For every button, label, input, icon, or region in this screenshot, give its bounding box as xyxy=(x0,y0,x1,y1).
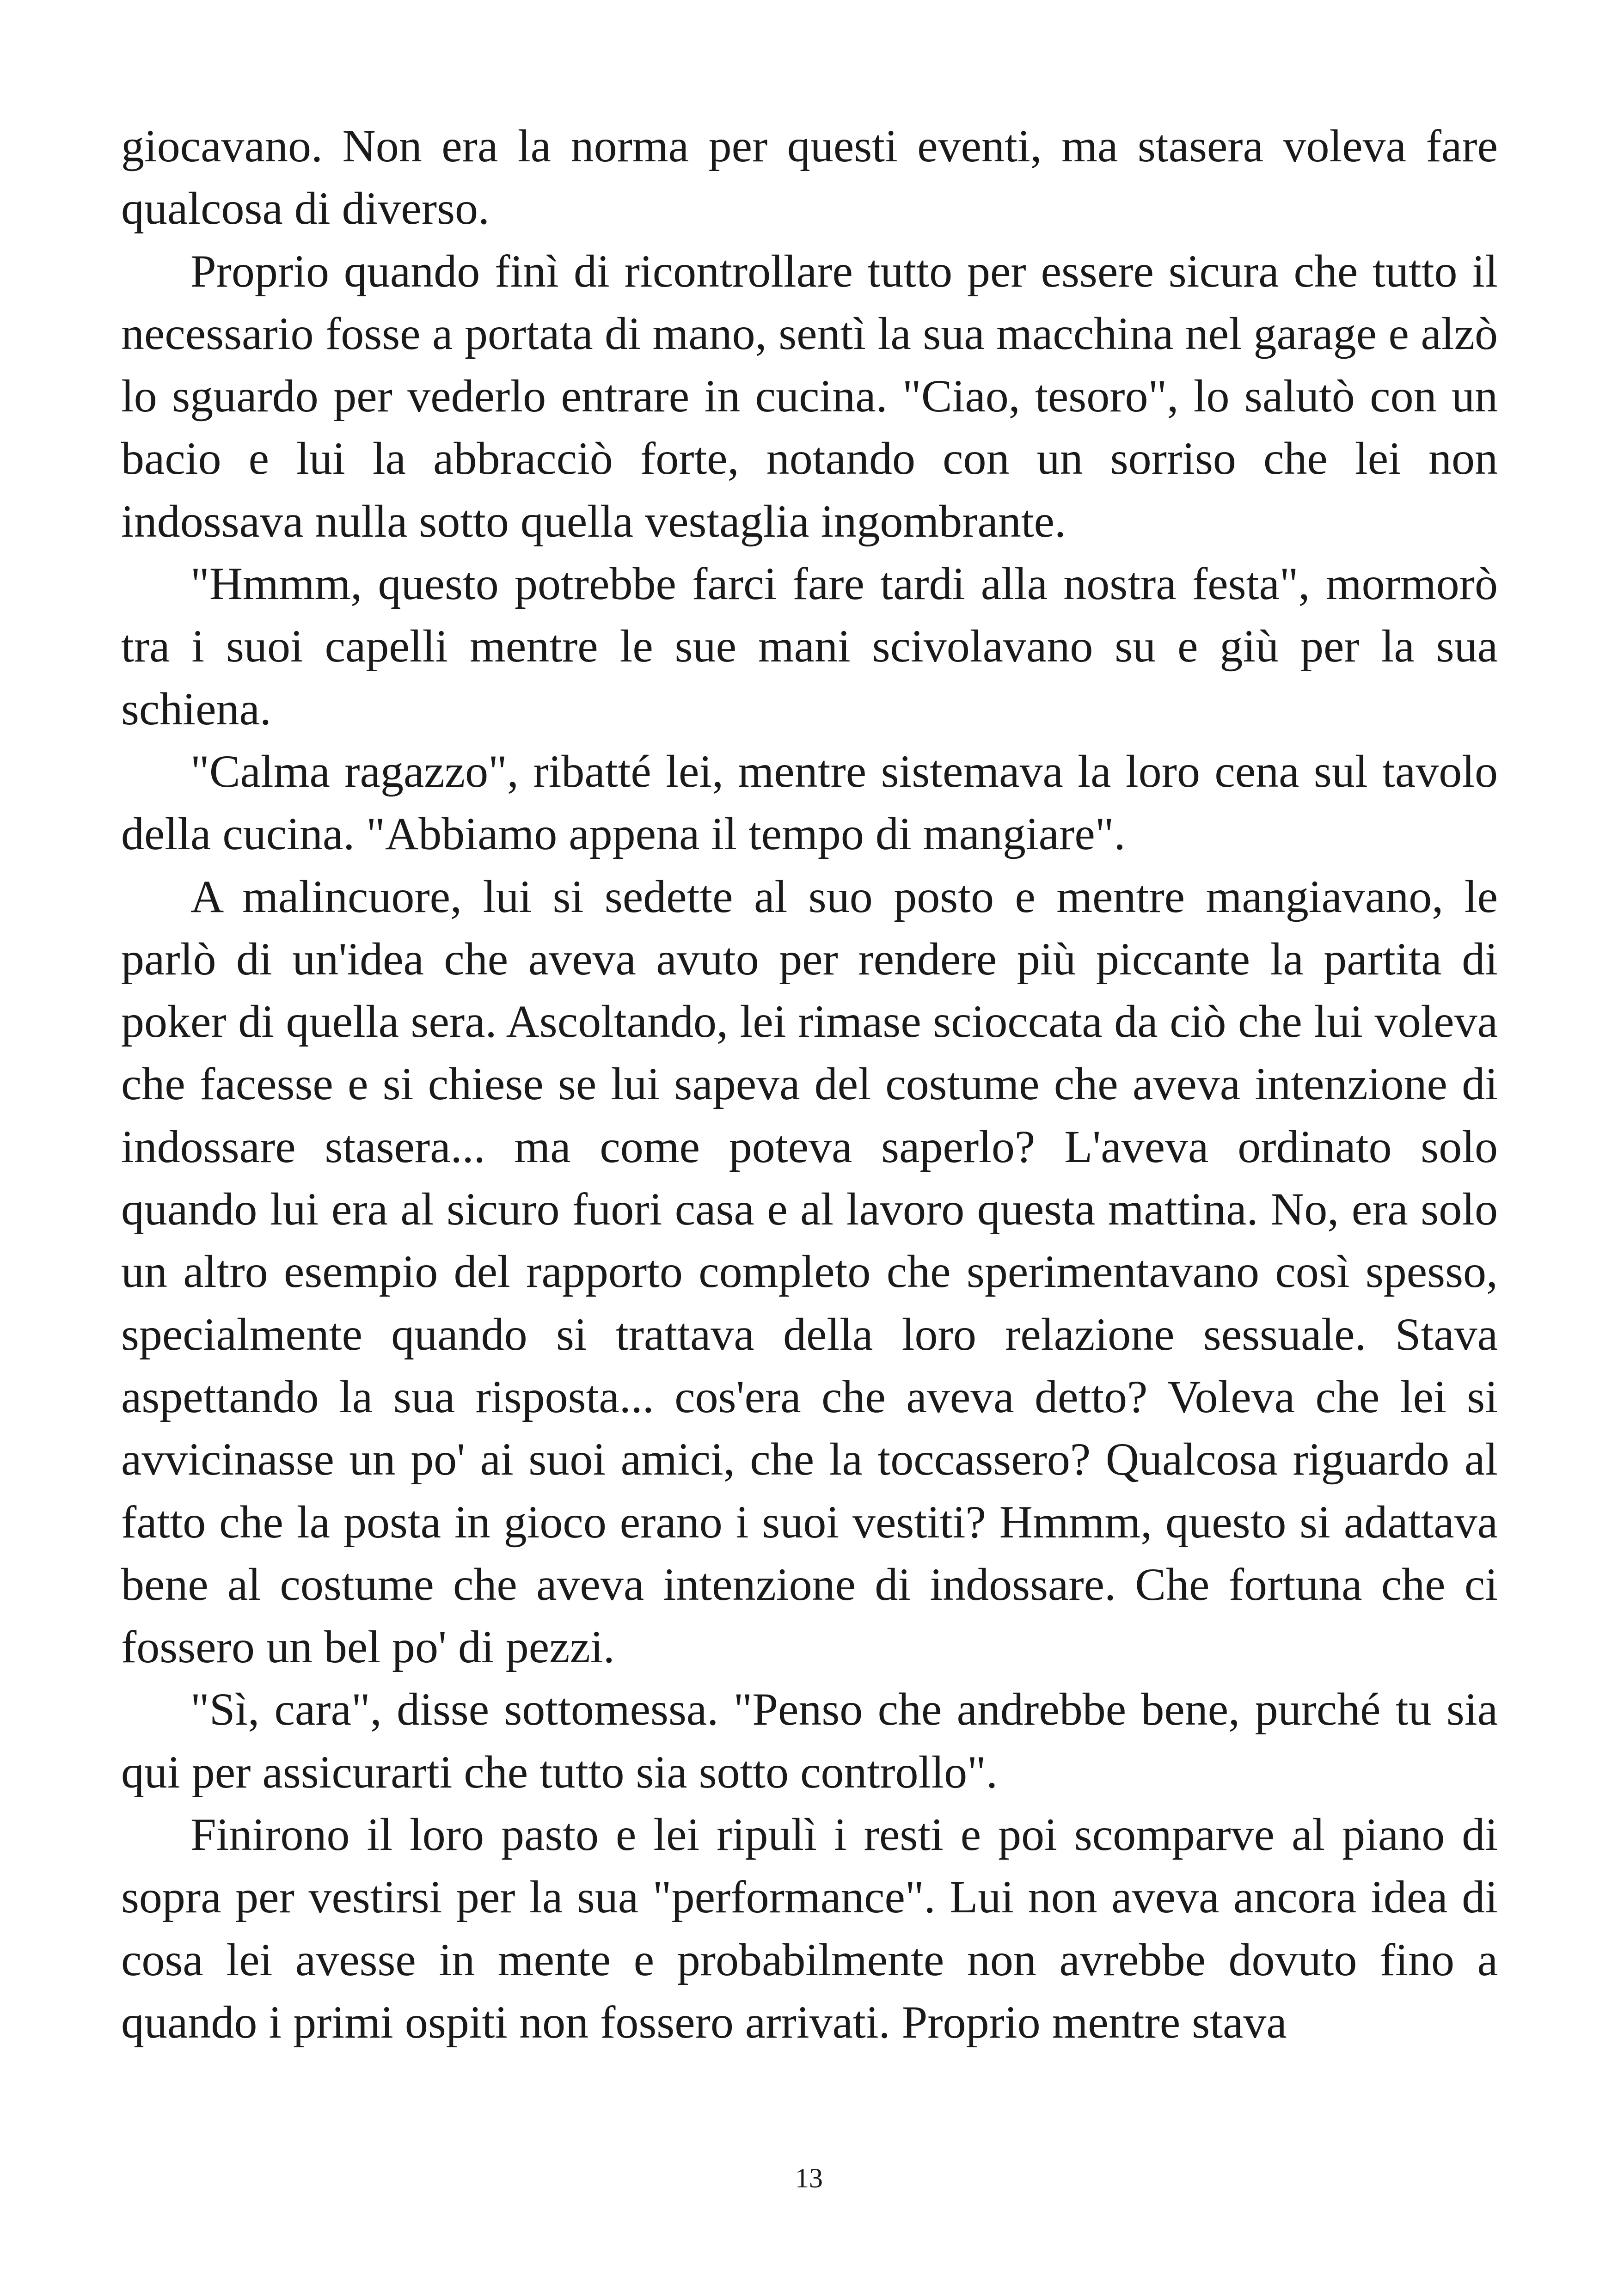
paragraph: "Calma ragazzo", ribatté lei, mentre sistemava la loro cena sul tavolo della cucina. "Abbiamo appena il tempo di mangiare". xyxy=(121,745,1498,860)
paragraph: A malincuore, lui si sedette al suo posto e mentre mangiavano, le parlò di un'idea che aveva avuto per rendere più piccante la partita di poker di quella sera. Ascoltando, lei rimase scioccata da ciò che lui voleva che facesse e si chiese se lui sapeva del costume che aveva intenzione di indossare stasera... ma come poteva saperlo? L'aveva ordinato solo quando lui era al sicuro fuori casa e al lavoro questa mattina. No, era solo un altro esempio del rapporto completo che sperimentavano così spesso, specialmente quando si trattava della loro relazione sessuale. Stava aspettando la sua risposta... cos'era che aveva detto? Voleva che lei si avvicinasse un po' ai suoi amici, che la toccassero? Qualcosa riguardo al fatto che la posta in gioco erano i suoi vestiti? Hmmm, questo si adattava bene al costume che aveva intenzione di indossare. Che fortuna che ci fossero un bel po' di pezzi. xyxy=(121,870,1498,1673)
paragraph: "Sì, cara", disse sottomessa. "Penso che andrebbe bene, purché tu sia qui per assicurarti che tutto sia sotto controllo". xyxy=(121,1684,1498,1798)
body-text xyxy=(121,115,1498,2053)
paragraph: giocavano. Non era la norma per questi eventi, ma stasera voleva fare qualcosa di diverso. xyxy=(121,120,1498,234)
paragraph: Finirono il loro pasto e lei ripulì i resti e poi scomparve al piano di sopra per vestirsi per la sua "performance". Lui non aveva ancora idea di cosa lei avesse in mente e probabilmente non avrebbe dovuto fino a quando i primi ospiti non fossero arrivati. Proprio mentre stava xyxy=(121,1809,1498,2048)
paragraph: Proprio quando finì di ricontrollare tutto per essere sicura che tutto il necessario fosse a portata di mano, sentì la sua macchina nel garage e alzò lo sguardo per vederlo entrare in cucina. "Ciao, tesoro", lo salutò con un bacio e lui la abbracciò forte, notando con un sorriso che lei non indossava nulla sotto quella vestaglia ingombrante. xyxy=(121,245,1498,547)
page-number: 13 xyxy=(795,2163,823,2193)
paragraph: "Hmmm, questo potrebbe farci fare tardi alla nostra festa", mormorò tra i suoi capelli mentre le sue mani scivolavano su e giù per la sua schiena. xyxy=(121,558,1498,735)
